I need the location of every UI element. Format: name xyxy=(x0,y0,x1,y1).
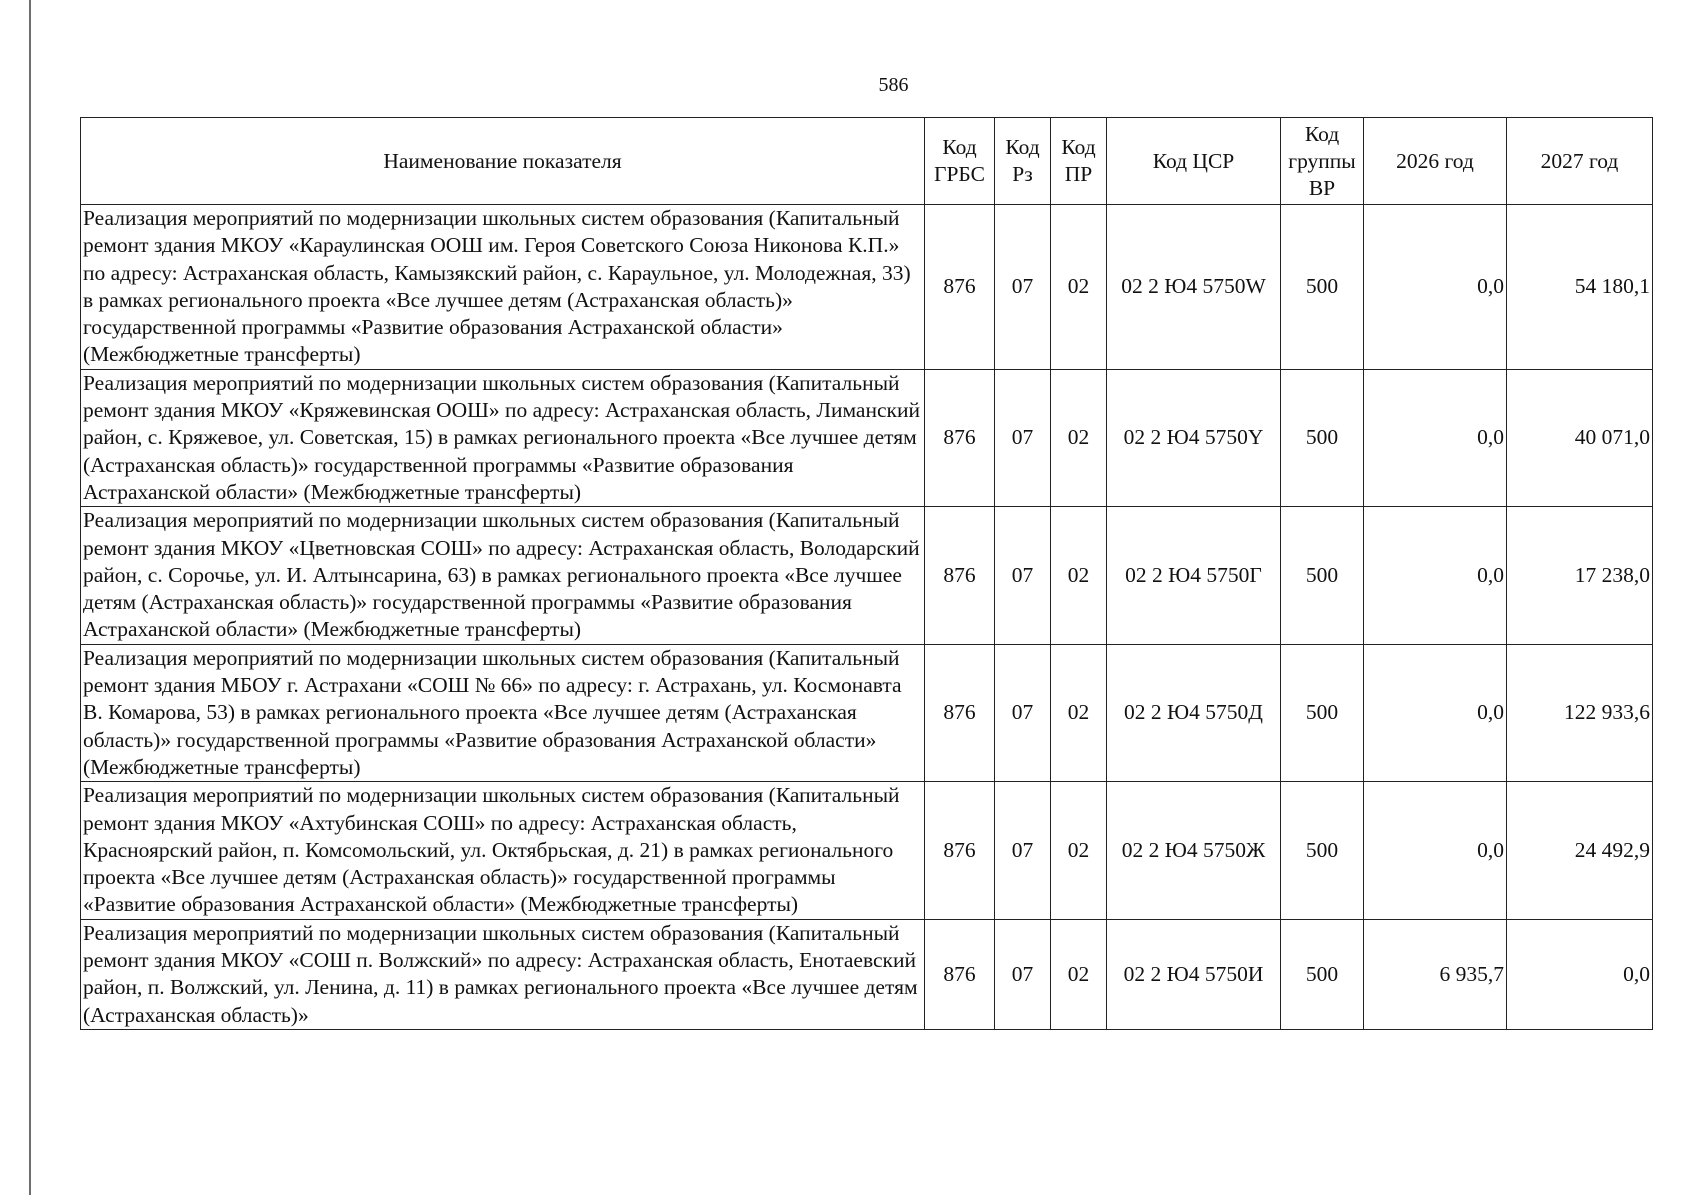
row-rz: 07 xyxy=(995,369,1051,506)
row-grbs: 876 xyxy=(925,782,995,919)
row-rz: 07 xyxy=(995,205,1051,370)
header-2027: 2027 год xyxy=(1507,118,1653,205)
header-rz: Код Рз xyxy=(995,118,1051,205)
row-vr: 500 xyxy=(1281,644,1364,781)
header-grbs: Код ГРБС xyxy=(925,118,995,205)
row-grbs: 876 xyxy=(925,369,995,506)
row-csr: 02 2 Ю4 5750Y xyxy=(1107,369,1281,506)
page-number: 586 xyxy=(878,74,909,96)
row-pr: 02 xyxy=(1051,507,1107,644)
budget-table xyxy=(80,117,1653,1030)
row-name: Реализация мероприятий по модернизации школьных систем образования (Капитальный ремонт здания МКОУ «СОШ п. Волжский» по адресу: Астраханская область, Енотаевский район, п. Волжский, ул. Ленина, д. 11) в рамках регионального проекта «Все лучшее детям (Астраханская область)» xyxy=(81,919,925,1029)
row-2027: 24 492,9 xyxy=(1507,782,1653,919)
row-csr: 02 2 Ю4 5750И xyxy=(1107,919,1281,1029)
table-row xyxy=(81,507,1653,644)
row-csr: 02 2 Ю4 5750Ж xyxy=(1107,782,1281,919)
table-row xyxy=(81,782,1653,919)
table-row xyxy=(81,919,1653,1029)
row-pr: 02 xyxy=(1051,369,1107,506)
row-grbs: 876 xyxy=(925,644,995,781)
table-row xyxy=(81,205,1653,370)
row-vr: 500 xyxy=(1281,507,1364,644)
row-pr: 02 xyxy=(1051,782,1107,919)
row-2027: 17 238,0 xyxy=(1507,507,1653,644)
row-pr: 02 xyxy=(1051,644,1107,781)
header-csr: Код ЦСР xyxy=(1107,118,1281,205)
row-vr: 500 xyxy=(1281,782,1364,919)
row-rz: 07 xyxy=(995,507,1051,644)
row-2027: 0,0 xyxy=(1507,919,1653,1029)
row-csr: 02 2 Ю4 5750Д xyxy=(1107,644,1281,781)
row-csr: 02 2 Ю4 5750Г xyxy=(1107,507,1281,644)
row-2026: 6 935,7 xyxy=(1364,919,1507,1029)
header-name: Наименование показателя xyxy=(81,118,925,205)
header-pr: Код ПР xyxy=(1051,118,1107,205)
row-2027: 40 071,0 xyxy=(1507,369,1653,506)
row-grbs: 876 xyxy=(925,919,995,1029)
row-2026: 0,0 xyxy=(1364,782,1507,919)
row-csr: 02 2 Ю4 5750W xyxy=(1107,205,1281,370)
row-name: Реализация мероприятий по модернизации школьных систем образования (Капитальный ремонт здания МКОУ «Караулинская ООШ им. Героя Советского Союза Никонова К.П.» по адресу: Астраханская область, Камызякский район, с. Караульное, ул. Молодежная, 33) в рамках регионального проекта «Все лучшее детям (Астраханская область)» государственной программы «Развитие образования Астраханской области» (Межбюджетные трансферты) xyxy=(81,205,925,370)
row-name: Реализация мероприятий по модернизации школьных систем образования (Капитальный ремонт здания МКОУ «Цветновская СОШ» по адресу: Астраханская область, Володарский район, с. Сорочье, ул. И. Алтынсарина, 63) в рамках регионального проекта «Все лучшее детям (Астраханская область)» государственной программы «Развитие образования Астраханской области» (Межбюджетные трансферты) xyxy=(81,507,925,644)
row-grbs: 876 xyxy=(925,205,995,370)
row-rz: 07 xyxy=(995,644,1051,781)
row-2026: 0,0 xyxy=(1364,644,1507,781)
header-2026: 2026 год xyxy=(1364,118,1507,205)
row-2027: 54 180,1 xyxy=(1507,205,1653,370)
row-name: Реализация мероприятий по модернизации школьных систем образования (Капитальный ремонт здания МКОУ «Кряжевинская ООШ» по адресу: Астраханская область, Лиманский район, с. Кряжевое, ул. Советская, 15) в рамках регионального проекта «Все лучшее детям (Астраханская область)» государственной программы «Развитие образования Астраханской области» (Межбюджетные трансферты) xyxy=(81,369,925,506)
table-row xyxy=(81,644,1653,781)
table-row xyxy=(81,369,1653,506)
row-vr: 500 xyxy=(1281,919,1364,1029)
table-header-row xyxy=(81,118,1653,205)
row-name: Реализация мероприятий по модернизации школьных систем образования (Капитальный ремонт здания МБОУ г. Астрахани «СОШ № 66» по адресу: г. Астрахань, ул. Космонавта В. Комарова, 53) в рамках регионального проекта «Все лучшее детям (Астраханская область)» государственной программы «Развитие образования Астраханской области» (Межбюджетные трансферты) xyxy=(81,644,925,781)
header-vr: Код группы ВР xyxy=(1281,118,1364,205)
row-rz: 07 xyxy=(995,782,1051,919)
row-pr: 02 xyxy=(1051,205,1107,370)
row-rz: 07 xyxy=(995,919,1051,1029)
row-grbs: 876 xyxy=(925,507,995,644)
scan-edge-line xyxy=(29,0,31,1195)
row-2027: 122 933,6 xyxy=(1507,644,1653,781)
row-vr: 500 xyxy=(1281,369,1364,506)
row-2026: 0,0 xyxy=(1364,205,1507,370)
row-vr: 500 xyxy=(1281,205,1364,370)
row-2026: 0,0 xyxy=(1364,369,1507,506)
row-pr: 02 xyxy=(1051,919,1107,1029)
row-2026: 0,0 xyxy=(1364,507,1507,644)
row-name: Реализация мероприятий по модернизации школьных систем образования (Капитальный ремонт здания МКОУ «Ахтубинская СОШ» по адресу: Астраханская область, Красноярский район, п. Комсомольский, ул. Октябрьская, д. 21) в рамках регионального проекта «Все лучшее детям (Астраханская область)» государственной программы «Развитие образования Астраханской области» (Межбюджетные трансферты) xyxy=(81,782,925,919)
